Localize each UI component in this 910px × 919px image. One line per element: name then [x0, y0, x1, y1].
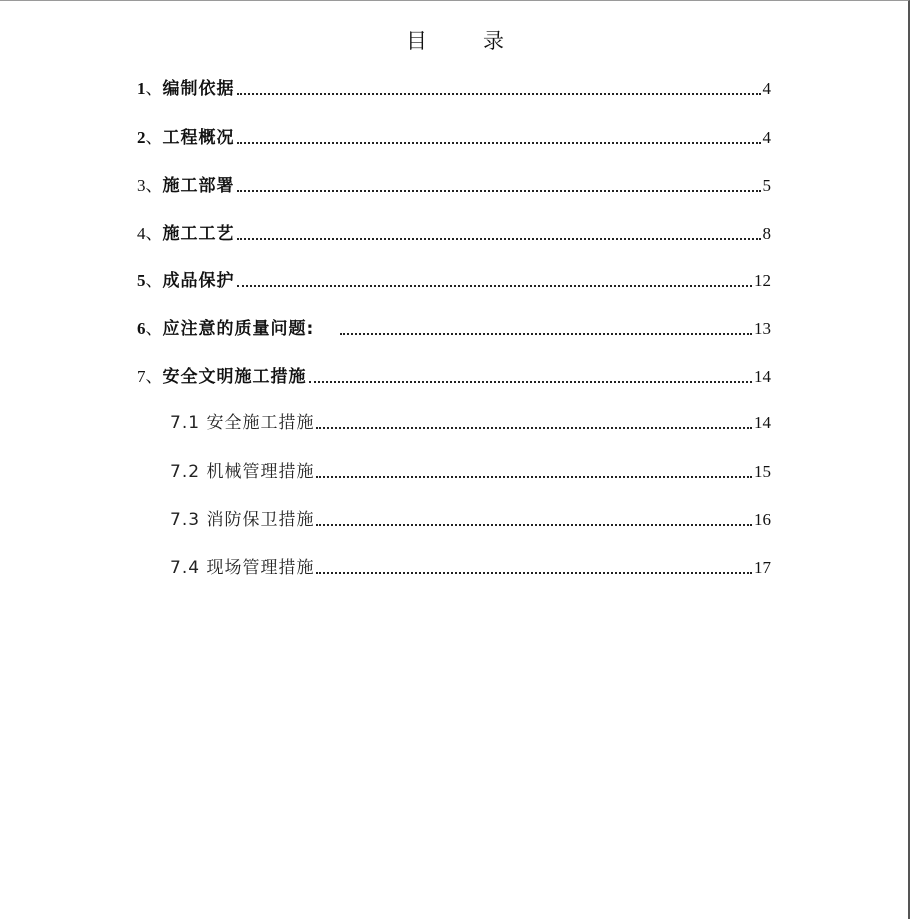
- dot-leader: [237, 190, 761, 192]
- dot-leader: [237, 142, 761, 144]
- toc-entry-2[interactable]: 2、工程概况 4: [137, 128, 771, 148]
- toc-page-number: 5: [762, 176, 771, 195]
- toc-entry-text: 编制依据: [162, 79, 235, 99]
- toc-subentry-text: 7.1 安全施工措施: [170, 413, 315, 433]
- toc-page-number: 4: [762, 79, 771, 98]
- toc-entry-6[interactable]: 6、应注意的质量问题: 13: [137, 319, 771, 339]
- toc-subentry-text: 7.4 现场管理措施: [170, 558, 315, 578]
- toc-subentry-text: 7.3 消防保卫措施: [170, 510, 315, 530]
- toc-page-number: 15: [754, 462, 771, 481]
- toc-entry-5[interactable]: 5、成品保护 12: [137, 271, 771, 291]
- toc-page-number: 16: [754, 510, 771, 529]
- dot-leader: [316, 476, 752, 478]
- dot-leader: [237, 93, 761, 95]
- dot-leader: [316, 524, 752, 526]
- toc-page-number: 17: [754, 558, 771, 577]
- dot-leader: [316, 572, 752, 574]
- toc-page-number: 8: [762, 224, 771, 243]
- toc-entry-3[interactable]: 3、施工部署 5: [137, 176, 771, 196]
- title-char-1: 目: [406, 29, 427, 53]
- toc-entry-text: 成品保护: [162, 271, 235, 291]
- toc-entry-text: 施工部署: [162, 176, 235, 196]
- toc-subentry-7-4[interactable]: [170, 556, 771, 580]
- toc-entry-text: 工程概况: [162, 128, 235, 148]
- toc-page-number: 13: [754, 319, 771, 338]
- toc-entry-text: 应注意的质量问题:: [162, 319, 315, 339]
- title-char-2: 录: [483, 29, 504, 53]
- toc-subentry-7-3[interactable]: [170, 508, 771, 532]
- dot-leader: [237, 285, 753, 287]
- toc-entry-text: 施工工艺: [162, 224, 235, 244]
- toc-page-number: 4: [762, 128, 771, 147]
- dot-leader: [237, 238, 761, 240]
- toc-entry-1[interactable]: 1、编制依据 4: [137, 79, 771, 99]
- toc-page-number: 14: [754, 367, 771, 386]
- toc-title: [0, 25, 910, 55]
- dot-leader: [316, 427, 752, 429]
- toc-page-number: 12: [754, 271, 771, 290]
- toc-subentry-7-1[interactable]: [170, 411, 771, 435]
- toc-subentry-text: 7.2 机械管理措施: [170, 462, 315, 482]
- toc-entry-text: 安全文明施工措施: [162, 367, 307, 387]
- dot-leader: [309, 381, 753, 383]
- toc-page-number: 14: [754, 413, 771, 432]
- toc-entry-4[interactable]: 4、施工工艺 8: [137, 224, 771, 244]
- dot-leader: [340, 333, 752, 335]
- toc-entry-7[interactable]: 7、安全文明施工措施 14: [137, 367, 771, 387]
- toc-subentry-7-2[interactable]: [170, 460, 771, 484]
